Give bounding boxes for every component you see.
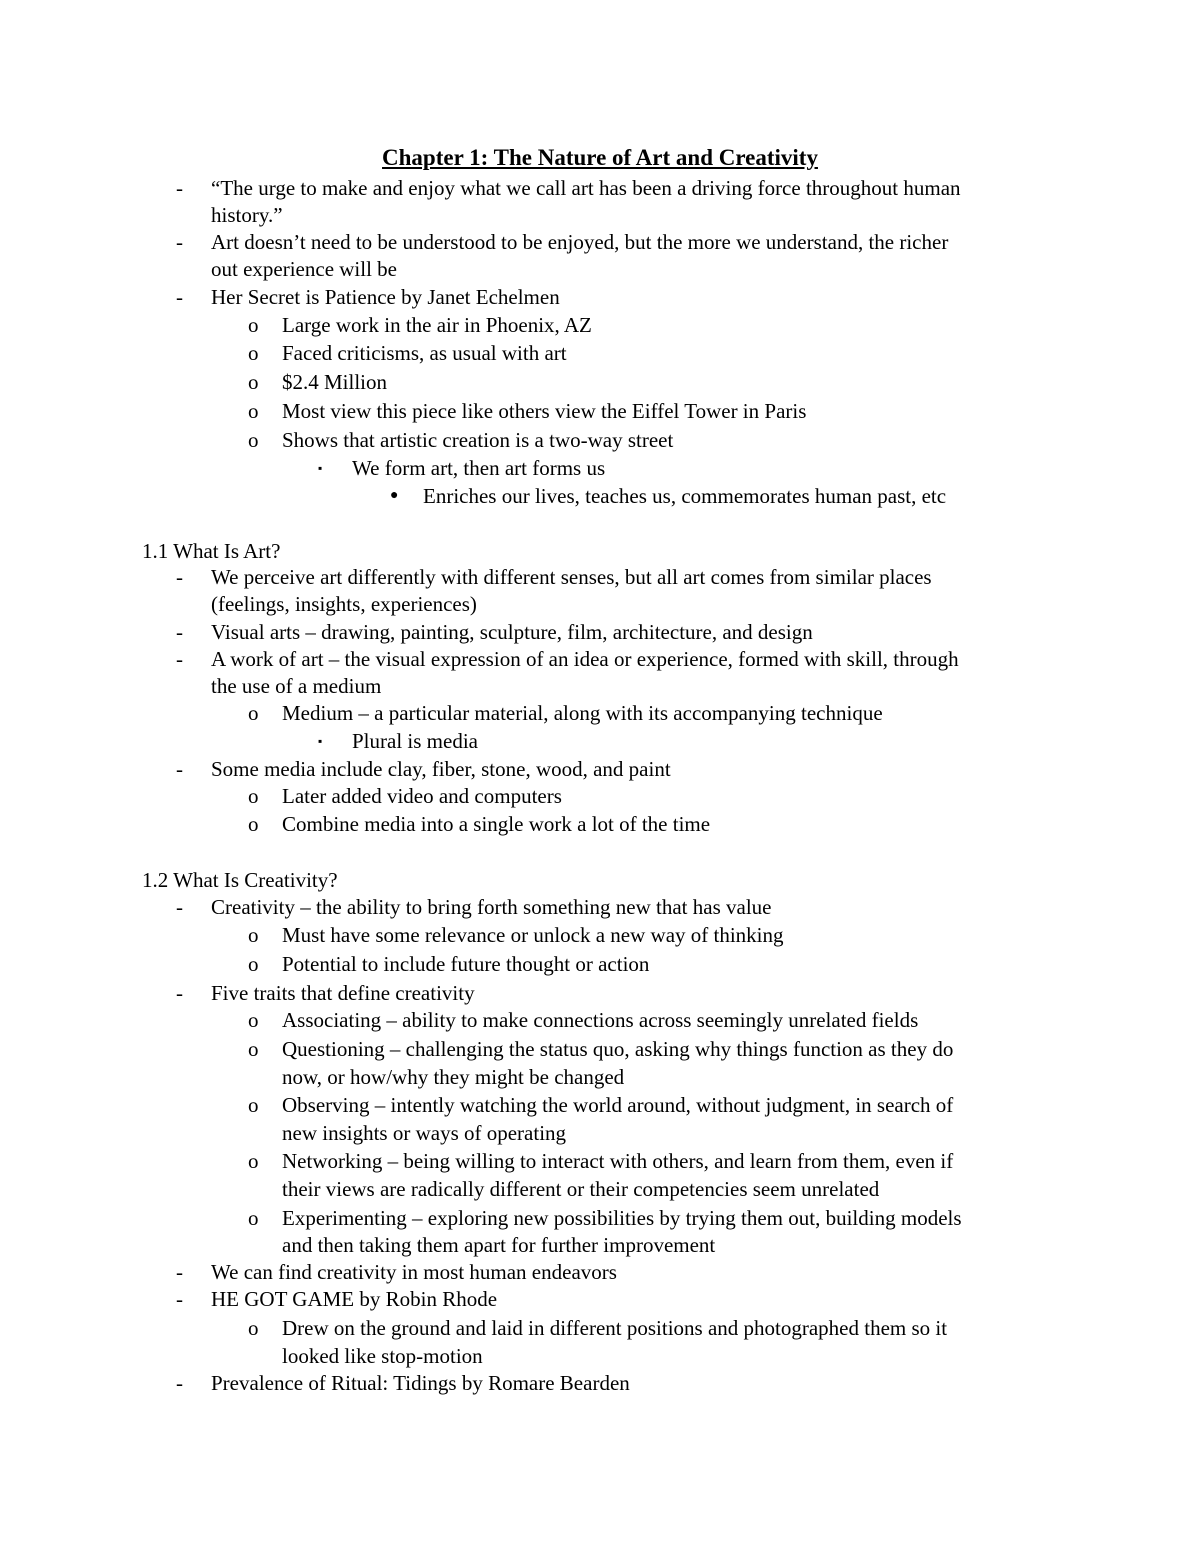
drew-line-2: looked like stop-motion (282, 1344, 483, 1368)
quote-line-1: “The urge to make and enjoy what we call art has been a driving force throughout human (211, 176, 961, 200)
networking-line-1: Networking – being willing to interact with others, and learn from them, even if (282, 1149, 954, 1173)
circle-marker: o (248, 1093, 259, 1117)
later-item: Later added video and computers (282, 784, 562, 808)
circle-marker: o (248, 952, 259, 976)
list-item: Shows that artistic creation is a two-way street (282, 428, 674, 452)
circle-marker: o (248, 1149, 259, 1173)
dash-marker: - (176, 285, 183, 309)
section-heading-1-1: 1.1 What Is Art? (142, 539, 281, 563)
understand-line-1: Art doesn’t need to be understood to be enjoyed, but the more we understand, the richer (211, 230, 949, 254)
circle-marker: o (248, 784, 259, 808)
networking-line-2: their views are radically different or their competencies seem unrelated (282, 1177, 880, 1201)
dot-marker: ● (390, 488, 399, 503)
understand-line-2: out experience will be (211, 257, 398, 281)
enriches-item: Enriches our lives, teaches us, commemorates human past, etc (423, 484, 947, 508)
questioning-line-2: now, or how/why they might be changed (282, 1065, 625, 1089)
dash-marker: - (176, 1260, 183, 1284)
circle-marker: o (248, 1037, 259, 1061)
dash-marker: - (176, 647, 183, 671)
perceive-line-1: We perceive art differently with different senses, but all art comes from similar places (211, 565, 932, 589)
section-heading-1-2: 1.2 What Is Creativity? (142, 868, 338, 892)
relevance-item: Must have some relevance or unlock a new way of thinking (282, 923, 784, 947)
square-marker: ▪ (318, 461, 323, 475)
secret-bullet: Her Secret is Patience by Janet Echelmen (211, 285, 560, 309)
work-of-art-line-2: the use of a medium (211, 674, 382, 698)
circle-marker: o (248, 1206, 259, 1230)
circle-marker: o (248, 341, 259, 365)
observing-line-1: Observing – intently watching the world around, without judgment, in search of (282, 1093, 954, 1117)
page-title: Chapter 1: The Nature of Art and Creativity (382, 145, 818, 170)
work-of-art-line-1: A work of art – the visual expression of an idea or experience, formed with skill, through (211, 647, 959, 671)
circle-marker: o (248, 370, 259, 394)
questioning-line-1: Questioning – challenging the status quo, asking why things function as they do (282, 1037, 954, 1061)
dash-marker: - (176, 230, 183, 254)
list-item: Most view this piece like others view the Eiffel Tower in Paris (282, 399, 807, 423)
plural-item: Plural is media (352, 729, 478, 753)
experimenting-line-1: Experimenting – exploring new possibilities by trying them out, building models (282, 1206, 962, 1230)
potential-item: Potential to include future thought or action (282, 952, 650, 976)
list-item: Faced criticisms, as usual with art (282, 341, 567, 365)
quote-line-2: history.” (211, 203, 283, 227)
circle-marker: o (248, 1008, 259, 1032)
associating-item: Associating – ability to make connections across seemingly unrelated fields (282, 1008, 919, 1032)
dash-marker: - (176, 895, 183, 919)
circle-marker: o (248, 923, 259, 947)
circle-marker: o (248, 812, 259, 836)
dash-marker: - (176, 1287, 183, 1311)
dash-marker: - (176, 565, 183, 589)
circle-marker: o (248, 399, 259, 423)
visual-arts-bullet: Visual arts – drawing, painting, sculpture, film, architecture, and design (211, 620, 813, 644)
circle-marker: o (248, 701, 259, 725)
dash-marker: - (176, 981, 183, 1005)
list-item: Large work in the air in Phoenix, AZ (282, 313, 592, 337)
square-marker: ▪ (318, 734, 323, 748)
five-traits-bullet: Five traits that define creativity (211, 981, 475, 1005)
form-art-item: We form art, then art forms us (352, 456, 606, 480)
circle-marker: o (248, 428, 259, 452)
circle-marker: o (248, 1316, 259, 1340)
medium-item: Medium – a particular material, along with its accompanying technique (282, 701, 883, 725)
drew-line-1: Drew on the ground and laid in different positions and photographed them so it (282, 1316, 948, 1340)
dash-marker: - (176, 176, 183, 200)
he-got-game-bullet: HE GOT GAME by Robin Rhode (211, 1287, 498, 1311)
some-media-bullet: Some media include clay, fiber, stone, wood, and paint (211, 757, 671, 781)
endeavors-bullet: We can find creativity in most human endeavors (211, 1260, 617, 1284)
dash-marker: - (176, 1371, 183, 1395)
experimenting-line-2: and then taking them apart for further improvement (282, 1233, 716, 1257)
dash-marker: - (176, 620, 183, 644)
combine-item: Combine media into a single work a lot of the time (282, 812, 711, 836)
list-item: $2.4 Million (282, 370, 388, 394)
ritual-bullet: Prevalence of Ritual: Tidings by Romare Bearden (211, 1371, 630, 1395)
dash-marker: - (176, 757, 183, 781)
circle-marker: o (248, 313, 259, 337)
observing-line-2: new insights or ways of operating (282, 1121, 567, 1145)
perceive-line-2: (feelings, insights, experiences) (211, 592, 477, 616)
creativity-bullet: Creativity – the ability to bring forth something new that has value (211, 895, 772, 919)
